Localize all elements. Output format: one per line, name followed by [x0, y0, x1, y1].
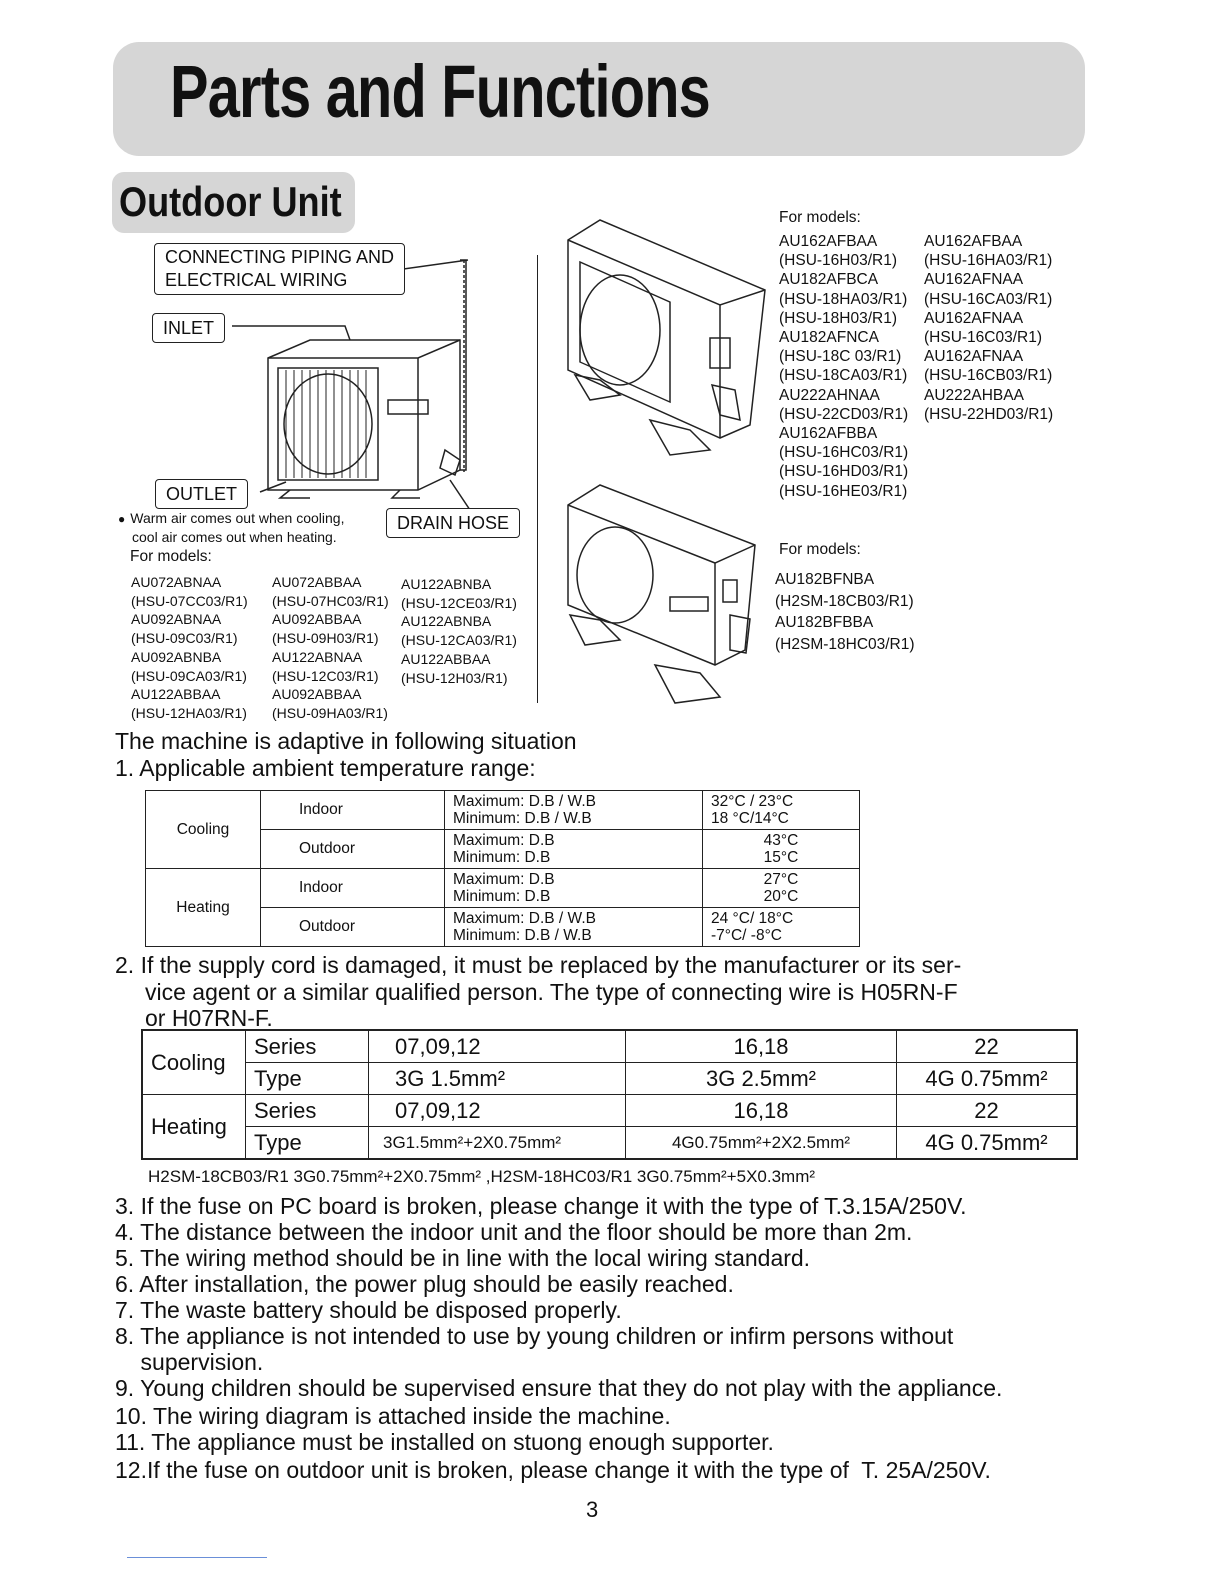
temp-indoor-label: Indoor: [261, 791, 445, 830]
wire-cell: 16,18: [626, 1030, 897, 1063]
temp-value-cell: [703, 908, 860, 947]
temp-value: 27°C: [763, 871, 799, 888]
temp-condition: Minimum: D.B: [453, 849, 551, 866]
wire-cell: 4G0.75mm²+2X2.5mm²: [626, 1127, 897, 1160]
temp-outdoor-label: Outdoor: [261, 830, 445, 869]
temp-value: 15°C: [763, 849, 799, 866]
temp-value: 18 °C/14°C: [711, 810, 789, 827]
model-item: (HSU-16HA03/R1): [924, 252, 1053, 270]
temp-value: -7°C/ -8°C: [711, 927, 782, 944]
model-item: (HSU-16C03/R1): [924, 329, 1043, 347]
item-6: 6. After installation, the power plug should be easily reached.: [115, 1271, 734, 1297]
temp-cond-cell: [445, 869, 703, 908]
model-item: (H2SM-18HC03/R1): [775, 635, 915, 653]
model-item: AU162AFBAA: [779, 233, 878, 250]
vertical-divider: [537, 255, 538, 703]
intro-line1: The machine is adaptive in following situation: [115, 728, 577, 754]
item-4: 4. The distance between the indoor unit and the floor should be more than 2m.: [115, 1219, 913, 1245]
model-item: (HSU-12C03/R1): [272, 667, 379, 684]
wire-cell: 4G 0.75mm²: [897, 1127, 1078, 1160]
warm-air-line2: cool air comes out when heating.: [132, 529, 337, 545]
model-item: (HSU-07CC03/R1): [131, 592, 248, 609]
model-item: (HSU-12CA03/R1): [401, 632, 517, 649]
wire-cell: 22: [897, 1095, 1078, 1127]
wire-cell: 4G 0.75mm²: [897, 1063, 1078, 1095]
item-3: 3. If the fuse on PC board is broken, please change it with the type of T.3.15A/250V.: [115, 1193, 967, 1219]
temp-value: 20°C: [763, 888, 799, 905]
item-10: 10. The wiring diagram is attached inside the machine.: [115, 1403, 671, 1429]
footer-underline: [127, 1557, 267, 1558]
model-item: (HSU-16HD03/R1): [779, 463, 909, 481]
item-8: 8. The appliance is not intended to use by young children or infirm persons without: [115, 1323, 954, 1349]
model-item: AU182AFNCA: [779, 329, 879, 347]
model-item: (HSU-12HA03/R1): [131, 704, 247, 721]
temperature-table: [145, 790, 860, 947]
model-item: AU182BFBBA: [775, 614, 874, 631]
models-left-col3: [401, 575, 517, 687]
model-item: AU092ABBAA: [272, 611, 362, 628]
wire-cell: 3G 1.5mm²: [369, 1063, 626, 1095]
model-item: (HSU-16CB03/R1): [924, 367, 1053, 385]
models-right-top-col2: [924, 232, 1053, 424]
model-item: (HSU-16CA03/R1): [924, 290, 1053, 308]
model-item: AU182BFNBA: [775, 571, 875, 588]
model-item: (HSU-16H03/R1): [779, 252, 898, 270]
models-right-top-col1: [779, 232, 908, 501]
model-item: AU122ABNBA: [401, 613, 492, 630]
warm-air-line1: Warm air comes out when cooling,: [130, 510, 345, 526]
model-item: AU122ABNBA: [401, 576, 492, 592]
model-item: (HSU-12CE03/R1): [401, 594, 517, 611]
item2-line2: vice agent or a similar qualified person. The type of connecting wire is H05RN-F: [145, 979, 958, 1005]
model-item: (HSU-12H03/R1): [401, 669, 508, 686]
wire-cell: 3G 2.5mm²: [626, 1063, 897, 1095]
piping-label: [154, 243, 405, 295]
temp-value: 24 °C/ 18°C: [711, 910, 794, 927]
model-item: (HSU-07HC03/R1): [272, 592, 389, 609]
model-item: (HSU-22CD03/R1): [779, 405, 909, 423]
model-item: (HSU-16HE03/R1): [779, 482, 908, 500]
model-item: AU092ABNAA: [131, 611, 222, 628]
drain-hose-label: DRAIN HOSE: [386, 508, 520, 538]
temp-cond-cell: [445, 908, 703, 947]
outdoor-unit-large-illustration: [560, 210, 775, 465]
model-item: AU092ABNBA: [131, 648, 222, 665]
model-item: AU222AHBAA: [924, 386, 1024, 404]
temp-value: 32°C / 23°C: [711, 793, 794, 810]
item-12: 12.If the fuse on outdoor unit is broken, please change it with the type of T. 25A/250V.: [115, 1457, 991, 1483]
models-right-top-heading: For models:: [779, 209, 861, 226]
item2-line3: or H07RN-F.: [145, 1005, 273, 1031]
wire-series-label: Series: [246, 1095, 369, 1127]
temp-cond-cell: [445, 830, 703, 869]
wire-type-label: Type: [246, 1127, 369, 1160]
model-item: (HSU-18HA03/R1): [779, 290, 908, 308]
models-left-col1: [131, 573, 248, 723]
model-item: AU182AFBCA: [779, 271, 879, 289]
item-11: 11. The appliance must be installed on stuong enough supporter.: [115, 1429, 774, 1455]
model-item: (HSU-09C03/R1): [131, 630, 238, 647]
temp-condition: Maximum: D.B / W.B: [453, 910, 596, 927]
section-title: Outdoor Unit: [119, 178, 342, 225]
model-item: AU162AFBBA: [779, 425, 878, 443]
models-right-bottom-heading: For models:: [779, 541, 861, 558]
temp-condition: Maximum: D.B: [453, 832, 555, 849]
models-right-bottom-list: [775, 569, 915, 655]
temp-cooling-label: Cooling: [146, 791, 261, 869]
item2-line1: 2. If the supply cord is damaged, it must be replaced by the manufacturer or its ser-: [115, 952, 962, 978]
item-9: 9. Young children should be supervised ensure that they do not play with the appliance.: [115, 1375, 1003, 1401]
temp-condition: Maximum: D.B / W.B: [453, 793, 596, 810]
wire-cell: 07,09,12: [369, 1095, 626, 1127]
warm-air-note: [118, 509, 344, 546]
wire-heating-label: Heating: [142, 1095, 246, 1160]
model-item: (HSU-16HC03/R1): [779, 444, 909, 462]
outlet-label: OUTLET: [155, 479, 248, 509]
bullet-icon: ●: [118, 512, 126, 526]
temp-heating-label: Heating: [146, 869, 261, 947]
model-item: AU092ABBAA: [272, 686, 362, 703]
model-item: (H2SM-18CB03/R1): [775, 592, 914, 610]
model-item: AU122ABBAA: [401, 650, 491, 667]
model-item: AU162AFNAA: [924, 309, 1024, 327]
temp-condition: Maximum: D.B: [453, 871, 555, 888]
item-7: 7. The waste battery should be disposed properly.: [115, 1297, 622, 1323]
item-5: 5. The wiring method should be in line with the local wiring standard.: [115, 1245, 811, 1271]
temp-value: 43°C: [763, 832, 799, 849]
wire-table: [141, 1029, 1078, 1160]
temp-cond-cell: [445, 791, 703, 830]
piping-label-line2: ELECTRICAL WIRING: [165, 270, 348, 290]
wire-cooling-label: Cooling: [142, 1030, 246, 1095]
model-item: (HSU-09HA03/R1): [272, 704, 388, 721]
models-left-col2: [272, 573, 389, 723]
outdoor-unit-small-illustration: [560, 475, 775, 710]
item-8-cont: supervision.: [115, 1349, 264, 1375]
model-item: AU222AHNAA: [779, 386, 880, 404]
model-item: AU122ABNAA: [272, 648, 363, 665]
model-item: (HSU-18C 03/R1): [779, 348, 902, 366]
wire-cell: 22: [897, 1030, 1078, 1063]
wire-cell: 07,09,12: [369, 1030, 626, 1063]
wire-cell: 16,18: [626, 1095, 897, 1127]
wire-cell: 3G1.5mm²+2X0.75mm²: [369, 1127, 626, 1160]
model-item: (HSU-18H03/R1): [779, 309, 898, 327]
page-number: 3: [586, 1497, 599, 1522]
model-item: AU072ABNAA: [131, 574, 222, 590]
wire-note: H2SM-18CB03/R1 3G0.75mm²+2X0.75mm² ,H2SM-18HC03/R1 3G0.75mm²+5X0.3mm²: [148, 1167, 816, 1186]
temp-value-cell: [703, 869, 860, 908]
model-item: (HSU-09H03/R1): [272, 630, 379, 647]
temp-value-cell: [703, 791, 860, 830]
temp-condition: Minimum: D.B / W.B: [453, 810, 592, 827]
model-item: (HSU-22HD03/R1): [924, 405, 1054, 423]
temp-indoor-label: Indoor: [261, 869, 445, 908]
model-item: (HSU-09CA03/R1): [131, 667, 247, 684]
model-item: AU162AFBAA: [924, 233, 1023, 250]
model-item: AU162AFNAA: [924, 271, 1024, 289]
model-item: AU122ABBAA: [131, 686, 221, 703]
piping-label-line1: CONNECTING PIPING AND: [165, 247, 395, 267]
wire-type-label: Type: [246, 1063, 369, 1095]
temp-condition: Minimum: D.B / W.B: [453, 927, 592, 944]
models-left-heading: For models:: [130, 548, 212, 565]
intro-line2: 1. Applicable ambient temperature range:: [115, 755, 536, 781]
temp-value-cell: [703, 830, 860, 869]
temp-outdoor-label: Outdoor: [261, 908, 445, 947]
page-title: Parts and Functions: [170, 50, 711, 133]
model-item: (HSU-18CA03/R1): [779, 367, 908, 385]
model-item: AU162AFNAA: [924, 348, 1024, 366]
model-item: AU072ABBAA: [272, 574, 362, 590]
wire-series-label: Series: [246, 1030, 369, 1063]
inlet-label: INLET: [152, 313, 225, 343]
temp-condition: Minimum: D.B: [453, 888, 551, 905]
